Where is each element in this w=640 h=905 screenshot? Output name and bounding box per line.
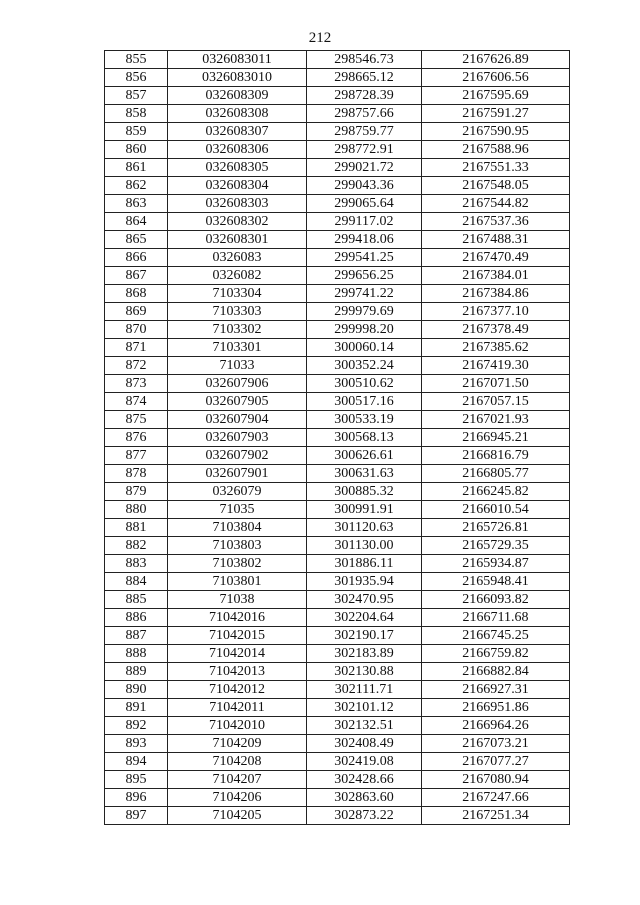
table-row — [105, 591, 570, 609]
y-coordinate-cell: 2167385.62 — [422, 339, 570, 357]
x-coordinate-cell: 300510.62 — [307, 375, 422, 393]
x-coordinate-cell: 300060.14 — [307, 339, 422, 357]
point-id-cell: 032607906 — [168, 375, 307, 393]
row-index-cell: 863 — [105, 195, 168, 213]
table-row — [105, 645, 570, 663]
table-row — [105, 789, 570, 807]
row-index-cell: 879 — [105, 483, 168, 501]
row-index-cell: 872 — [105, 357, 168, 375]
point-id-cell: 7103301 — [168, 339, 307, 357]
point-id-cell: 032608303 — [168, 195, 307, 213]
row-index-cell: 862 — [105, 177, 168, 195]
y-coordinate-cell: 2166745.25 — [422, 627, 570, 645]
y-coordinate-cell: 2167021.93 — [422, 411, 570, 429]
point-id-cell: 71042015 — [168, 627, 307, 645]
x-coordinate-cell: 301130.00 — [307, 537, 422, 555]
y-coordinate-cell: 2167073.21 — [422, 735, 570, 753]
x-coordinate-cell: 302428.66 — [307, 771, 422, 789]
x-coordinate-cell: 300352.24 — [307, 357, 422, 375]
table-row — [105, 429, 570, 447]
table-row — [105, 465, 570, 483]
row-index-cell: 866 — [105, 249, 168, 267]
x-coordinate-cell: 300991.91 — [307, 501, 422, 519]
y-coordinate-cell: 2167470.49 — [422, 249, 570, 267]
row-index-cell: 861 — [105, 159, 168, 177]
row-index-cell: 890 — [105, 681, 168, 699]
row-index-cell: 869 — [105, 303, 168, 321]
x-coordinate-cell: 302419.08 — [307, 753, 422, 771]
row-index-cell: 864 — [105, 213, 168, 231]
table-row — [105, 501, 570, 519]
y-coordinate-cell: 2167595.69 — [422, 87, 570, 105]
row-index-cell: 885 — [105, 591, 168, 609]
point-id-cell: 0326079 — [168, 483, 307, 501]
x-coordinate-cell: 299043.36 — [307, 177, 422, 195]
y-coordinate-cell: 2165729.35 — [422, 537, 570, 555]
table-row — [105, 717, 570, 735]
table-row — [105, 51, 570, 69]
x-coordinate-cell: 300631.63 — [307, 465, 422, 483]
point-id-cell: 032608304 — [168, 177, 307, 195]
row-index-cell: 895 — [105, 771, 168, 789]
point-id-cell: 71042012 — [168, 681, 307, 699]
point-id-cell: 7103803 — [168, 537, 307, 555]
row-index-cell: 877 — [105, 447, 168, 465]
row-index-cell: 886 — [105, 609, 168, 627]
row-index-cell: 867 — [105, 267, 168, 285]
table-row — [105, 69, 570, 87]
row-index-cell: 892 — [105, 717, 168, 735]
x-coordinate-cell: 299021.72 — [307, 159, 422, 177]
x-coordinate-cell: 298759.77 — [307, 123, 422, 141]
point-id-cell: 032607901 — [168, 465, 307, 483]
y-coordinate-cell: 2166816.79 — [422, 447, 570, 465]
table-row — [105, 267, 570, 285]
coordinates-table — [104, 50, 570, 825]
y-coordinate-cell: 2166759.82 — [422, 645, 570, 663]
row-index-cell: 881 — [105, 519, 168, 537]
row-index-cell: 874 — [105, 393, 168, 411]
point-id-cell: 032608306 — [168, 141, 307, 159]
x-coordinate-cell: 302190.17 — [307, 627, 422, 645]
table-row — [105, 393, 570, 411]
table-row — [105, 519, 570, 537]
table-row — [105, 681, 570, 699]
y-coordinate-cell: 2166964.26 — [422, 717, 570, 735]
x-coordinate-cell: 301120.63 — [307, 519, 422, 537]
table-row — [105, 447, 570, 465]
table-row — [105, 285, 570, 303]
row-index-cell: 878 — [105, 465, 168, 483]
y-coordinate-cell: 2165934.87 — [422, 555, 570, 573]
y-coordinate-cell: 2166927.31 — [422, 681, 570, 699]
table-row — [105, 357, 570, 375]
row-index-cell: 894 — [105, 753, 168, 771]
table-row — [105, 699, 570, 717]
table-row — [105, 735, 570, 753]
y-coordinate-cell: 2167071.50 — [422, 375, 570, 393]
table-row — [105, 159, 570, 177]
table-row — [105, 663, 570, 681]
point-id-cell: 7104208 — [168, 753, 307, 771]
y-coordinate-cell: 2167606.56 — [422, 69, 570, 87]
point-id-cell: 7104206 — [168, 789, 307, 807]
x-coordinate-cell: 302111.71 — [307, 681, 422, 699]
point-id-cell: 7103802 — [168, 555, 307, 573]
x-coordinate-cell: 299741.22 — [307, 285, 422, 303]
row-index-cell: 859 — [105, 123, 168, 141]
point-id-cell: 7103304 — [168, 285, 307, 303]
point-id-cell: 71042013 — [168, 663, 307, 681]
y-coordinate-cell: 2166093.82 — [422, 591, 570, 609]
x-coordinate-cell: 302204.64 — [307, 609, 422, 627]
y-coordinate-cell: 2165726.81 — [422, 519, 570, 537]
point-id-cell: 032608307 — [168, 123, 307, 141]
point-id-cell: 71042014 — [168, 645, 307, 663]
y-coordinate-cell: 2167247.66 — [422, 789, 570, 807]
table-row — [105, 483, 570, 501]
x-coordinate-cell: 301886.11 — [307, 555, 422, 573]
row-index-cell: 876 — [105, 429, 168, 447]
point-id-cell: 032608309 — [168, 87, 307, 105]
x-coordinate-cell: 300568.13 — [307, 429, 422, 447]
x-coordinate-cell: 302183.89 — [307, 645, 422, 663]
point-id-cell: 7103303 — [168, 303, 307, 321]
point-id-cell: 7104209 — [168, 735, 307, 753]
x-coordinate-cell: 298728.39 — [307, 87, 422, 105]
table-row — [105, 537, 570, 555]
y-coordinate-cell: 2166245.82 — [422, 483, 570, 501]
table-row — [105, 321, 570, 339]
row-index-cell: 868 — [105, 285, 168, 303]
row-index-cell: 871 — [105, 339, 168, 357]
table-row — [105, 249, 570, 267]
table-row — [105, 177, 570, 195]
x-coordinate-cell: 302408.49 — [307, 735, 422, 753]
point-id-cell: 032608308 — [168, 105, 307, 123]
row-index-cell: 856 — [105, 69, 168, 87]
x-coordinate-cell: 299418.06 — [307, 231, 422, 249]
x-coordinate-cell: 302101.12 — [307, 699, 422, 717]
row-index-cell: 884 — [105, 573, 168, 591]
point-id-cell: 0326083 — [168, 249, 307, 267]
row-index-cell: 887 — [105, 627, 168, 645]
y-coordinate-cell: 2167551.33 — [422, 159, 570, 177]
row-index-cell: 897 — [105, 807, 168, 825]
y-coordinate-cell: 2166805.77 — [422, 465, 570, 483]
point-id-cell: 7104207 — [168, 771, 307, 789]
y-coordinate-cell: 2167077.27 — [422, 753, 570, 771]
y-coordinate-cell: 2167591.27 — [422, 105, 570, 123]
page-number: 212 — [308, 30, 332, 46]
table-row — [105, 573, 570, 591]
y-coordinate-cell: 2166010.54 — [422, 501, 570, 519]
x-coordinate-cell: 299541.25 — [307, 249, 422, 267]
x-coordinate-cell: 298757.66 — [307, 105, 422, 123]
row-index-cell: 873 — [105, 375, 168, 393]
row-index-cell: 865 — [105, 231, 168, 249]
y-coordinate-cell: 2167378.49 — [422, 321, 570, 339]
table-row — [105, 609, 570, 627]
point-id-cell: 71042011 — [168, 699, 307, 717]
x-coordinate-cell: 299117.02 — [307, 213, 422, 231]
y-coordinate-cell: 2167057.15 — [422, 393, 570, 411]
x-coordinate-cell: 300533.19 — [307, 411, 422, 429]
row-index-cell: 880 — [105, 501, 168, 519]
table-row — [105, 627, 570, 645]
y-coordinate-cell: 2167384.01 — [422, 267, 570, 285]
y-coordinate-cell: 2165948.41 — [422, 573, 570, 591]
table-row — [105, 771, 570, 789]
x-coordinate-cell: 299979.69 — [307, 303, 422, 321]
x-coordinate-cell: 302873.22 — [307, 807, 422, 825]
table-row — [105, 195, 570, 213]
point-id-cell: 032607902 — [168, 447, 307, 465]
x-coordinate-cell: 302863.60 — [307, 789, 422, 807]
table-row — [105, 555, 570, 573]
point-id-cell: 7103302 — [168, 321, 307, 339]
x-coordinate-cell: 302470.95 — [307, 591, 422, 609]
row-index-cell: 891 — [105, 699, 168, 717]
y-coordinate-cell: 2167251.34 — [422, 807, 570, 825]
point-id-cell: 71038 — [168, 591, 307, 609]
table-row — [105, 411, 570, 429]
point-id-cell: 032607903 — [168, 429, 307, 447]
y-coordinate-cell: 2167080.94 — [422, 771, 570, 789]
point-id-cell: 0326083011 — [168, 51, 307, 69]
point-id-cell: 032608301 — [168, 231, 307, 249]
row-index-cell: 857 — [105, 87, 168, 105]
row-index-cell: 882 — [105, 537, 168, 555]
table-row — [105, 807, 570, 825]
point-id-cell: 0326083010 — [168, 69, 307, 87]
x-coordinate-cell: 299065.64 — [307, 195, 422, 213]
point-id-cell: 71042010 — [168, 717, 307, 735]
table-row — [105, 213, 570, 231]
y-coordinate-cell: 2166711.68 — [422, 609, 570, 627]
point-id-cell: 0326082 — [168, 267, 307, 285]
y-coordinate-cell: 2166951.86 — [422, 699, 570, 717]
row-index-cell: 875 — [105, 411, 168, 429]
point-id-cell: 7103801 — [168, 573, 307, 591]
row-index-cell: 889 — [105, 663, 168, 681]
x-coordinate-cell: 301935.94 — [307, 573, 422, 591]
table-row — [105, 339, 570, 357]
y-coordinate-cell: 2167377.10 — [422, 303, 570, 321]
row-index-cell: 883 — [105, 555, 168, 573]
x-coordinate-cell: 300626.61 — [307, 447, 422, 465]
point-id-cell: 032607904 — [168, 411, 307, 429]
y-coordinate-cell: 2166945.21 — [422, 429, 570, 447]
point-id-cell: 71042016 — [168, 609, 307, 627]
x-coordinate-cell: 298772.91 — [307, 141, 422, 159]
y-coordinate-cell: 2167384.86 — [422, 285, 570, 303]
point-id-cell: 71035 — [168, 501, 307, 519]
point-id-cell: 7104205 — [168, 807, 307, 825]
table-row — [105, 753, 570, 771]
x-coordinate-cell: 299656.25 — [307, 267, 422, 285]
coordinates-table-body — [105, 51, 570, 825]
table-row — [105, 375, 570, 393]
row-index-cell: 896 — [105, 789, 168, 807]
point-id-cell: 7103804 — [168, 519, 307, 537]
x-coordinate-cell: 302130.88 — [307, 663, 422, 681]
y-coordinate-cell: 2167590.95 — [422, 123, 570, 141]
y-coordinate-cell: 2167626.89 — [422, 51, 570, 69]
point-id-cell: 032608305 — [168, 159, 307, 177]
row-index-cell: 888 — [105, 645, 168, 663]
y-coordinate-cell: 2167588.96 — [422, 141, 570, 159]
x-coordinate-cell: 302132.51 — [307, 717, 422, 735]
y-coordinate-cell: 2166882.84 — [422, 663, 570, 681]
row-index-cell: 893 — [105, 735, 168, 753]
table-row — [105, 123, 570, 141]
row-index-cell: 860 — [105, 141, 168, 159]
y-coordinate-cell: 2167488.31 — [422, 231, 570, 249]
x-coordinate-cell: 298546.73 — [307, 51, 422, 69]
x-coordinate-cell: 299998.20 — [307, 321, 422, 339]
table-row — [105, 105, 570, 123]
table-row — [105, 303, 570, 321]
point-id-cell: 032608302 — [168, 213, 307, 231]
row-index-cell: 870 — [105, 321, 168, 339]
point-id-cell: 032607905 — [168, 393, 307, 411]
row-index-cell: 858 — [105, 105, 168, 123]
x-coordinate-cell: 300885.32 — [307, 483, 422, 501]
table-row — [105, 231, 570, 249]
table-row — [105, 87, 570, 105]
point-id-cell: 71033 — [168, 357, 307, 375]
row-index-cell: 855 — [105, 51, 168, 69]
y-coordinate-cell: 2167419.30 — [422, 357, 570, 375]
y-coordinate-cell: 2167537.36 — [422, 213, 570, 231]
y-coordinate-cell: 2167548.05 — [422, 177, 570, 195]
x-coordinate-cell: 300517.16 — [307, 393, 422, 411]
table-row — [105, 141, 570, 159]
y-coordinate-cell: 2167544.82 — [422, 195, 570, 213]
x-coordinate-cell: 298665.12 — [307, 69, 422, 87]
